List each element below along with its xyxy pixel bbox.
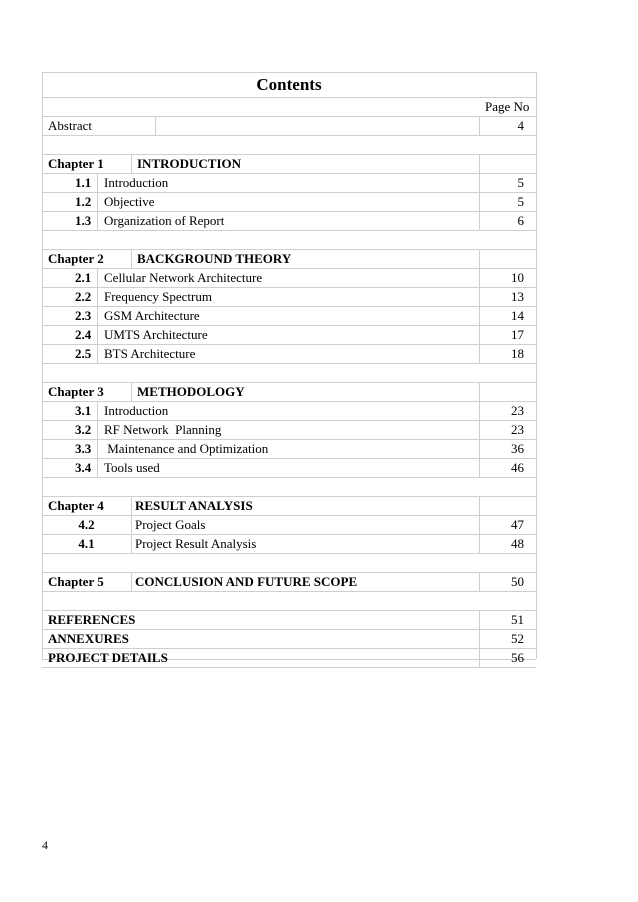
back-matter-page: 51 — [511, 612, 524, 627]
section-number: 2.2 — [75, 289, 92, 304]
column-rule — [131, 534, 132, 553]
section-title: Introduction — [104, 403, 169, 418]
section-number: 3.3 — [75, 441, 92, 456]
column-rule — [131, 496, 132, 515]
chapter-page: 50 — [511, 574, 524, 589]
column-rule — [97, 401, 98, 420]
column-rule — [479, 401, 480, 420]
column-rule — [97, 325, 98, 344]
section-title: Frequency Spectrum — [104, 289, 212, 304]
back-matter-label: ANNEXURES — [48, 631, 129, 646]
chapter-label: Chapter 2 — [48, 251, 104, 266]
column-rule — [479, 534, 480, 553]
section-number: 2.3 — [75, 308, 92, 323]
section-page: 46 — [511, 460, 524, 475]
column-rule — [479, 610, 480, 629]
column-rule — [479, 116, 480, 135]
section-page: 23 — [511, 403, 524, 418]
section-title: Objective — [104, 194, 155, 209]
table-rule — [42, 363, 536, 364]
column-rule — [479, 173, 480, 192]
section-title: UMTS Architecture — [104, 327, 208, 342]
column-rule — [479, 306, 480, 325]
section-title: RF Network Planning — [104, 422, 222, 437]
column-rule — [479, 515, 480, 534]
section-number: 3.2 — [75, 422, 92, 437]
column-rule — [536, 72, 537, 659]
abstract-label: Abstract — [48, 118, 93, 133]
back-matter-page: 52 — [511, 631, 524, 646]
column-rule — [479, 496, 480, 515]
table-rule — [42, 230, 536, 231]
table-rule — [42, 591, 536, 592]
section-title: GSM Architecture — [104, 308, 200, 323]
column-rule — [131, 572, 132, 591]
section-number: 4.1 — [78, 536, 95, 551]
column-rule — [97, 211, 98, 230]
column-rule — [97, 458, 98, 477]
table-of-contents — [42, 72, 536, 665]
column-rule — [479, 249, 480, 268]
chapter-title: CONCLUSION AND FUTURE SCOPE — [135, 574, 358, 589]
column-rule — [97, 420, 98, 439]
back-matter-page: 56 — [511, 650, 524, 665]
section-title: Project Result Analysis — [135, 536, 257, 551]
column-rule — [155, 116, 156, 135]
column-rule — [131, 249, 132, 268]
column-rule — [131, 154, 132, 173]
section-number: 3.1 — [75, 403, 92, 418]
section-title: Organization of Report — [104, 213, 225, 228]
section-title: Cellular Network Architecture — [104, 270, 263, 285]
column-rule — [479, 629, 480, 648]
section-page: 6 — [517, 213, 524, 228]
column-rule — [97, 344, 98, 363]
back-matter-label: PROJECT DETAILS — [48, 650, 168, 665]
table-rule — [42, 97, 536, 98]
chapter-title: RESULT ANALYSIS — [135, 498, 253, 513]
column-rule — [97, 192, 98, 211]
section-page: 14 — [511, 308, 524, 323]
column-rule — [42, 72, 43, 659]
section-number: 2.4 — [75, 327, 92, 342]
chapter-title: BACKGROUND THEORY — [137, 251, 292, 266]
section-page: 23 — [511, 422, 524, 437]
toc-title: Contents — [256, 75, 322, 94]
table-rule — [42, 477, 536, 478]
section-number: 4.2 — [78, 517, 95, 532]
table-rule — [42, 382, 536, 383]
abstract-page: 4 — [517, 118, 524, 133]
page-no-header: Page No — [485, 99, 530, 114]
section-page: 17 — [511, 327, 524, 342]
column-rule — [479, 268, 480, 287]
page-number: 4 — [42, 838, 48, 852]
chapter-label: Chapter 3 — [48, 384, 104, 399]
column-rule — [97, 173, 98, 192]
column-rule — [479, 648, 480, 667]
section-page: 5 — [517, 194, 524, 209]
section-page: 47 — [511, 517, 524, 532]
column-rule — [479, 211, 480, 230]
section-title: Tools used — [104, 460, 160, 475]
column-rule — [131, 515, 132, 534]
section-page: 36 — [511, 441, 524, 456]
chapter-title: INTRODUCTION — [137, 156, 242, 171]
section-page: 48 — [511, 536, 524, 551]
section-title: BTS Architecture — [104, 346, 196, 361]
chapter-label: Chapter 5 — [48, 574, 104, 589]
column-rule — [97, 268, 98, 287]
table-rule — [42, 496, 536, 497]
chapter-title: METHODOLOGY — [137, 384, 245, 399]
column-rule — [479, 439, 480, 458]
column-rule — [479, 382, 480, 401]
column-rule — [97, 287, 98, 306]
column-rule — [479, 287, 480, 306]
section-number: 1.3 — [75, 213, 92, 228]
column-rule — [97, 439, 98, 458]
section-number: 2.1 — [75, 270, 92, 285]
column-rule — [479, 154, 480, 173]
column-rule — [97, 306, 98, 325]
section-number: 1.2 — [75, 194, 92, 209]
section-number: 2.5 — [75, 346, 92, 361]
column-rule — [479, 325, 480, 344]
column-rule — [479, 420, 480, 439]
table-rule — [42, 72, 536, 73]
column-rule — [479, 572, 480, 591]
section-page: 5 — [517, 175, 524, 190]
column-rule — [131, 382, 132, 401]
chapter-label: Chapter 4 — [48, 498, 104, 513]
column-rule — [479, 458, 480, 477]
section-page: 18 — [511, 346, 524, 361]
section-number: 1.1 — [75, 175, 92, 190]
section-title: Project Goals — [135, 517, 206, 532]
column-rule — [479, 192, 480, 211]
section-title: Introduction — [104, 175, 169, 190]
back-matter-label: REFERENCES — [48, 612, 136, 627]
chapter-label: Chapter 1 — [48, 156, 104, 171]
table-rule — [42, 135, 536, 136]
section-title: Maintenance and Optimization — [104, 441, 269, 456]
section-page: 10 — [511, 270, 524, 285]
section-page: 13 — [511, 289, 524, 304]
section-number: 3.4 — [75, 460, 92, 475]
column-rule — [479, 344, 480, 363]
table-rule — [42, 116, 536, 117]
table-rule — [42, 667, 536, 668]
table-rule — [42, 154, 536, 155]
table-rule — [42, 553, 536, 554]
